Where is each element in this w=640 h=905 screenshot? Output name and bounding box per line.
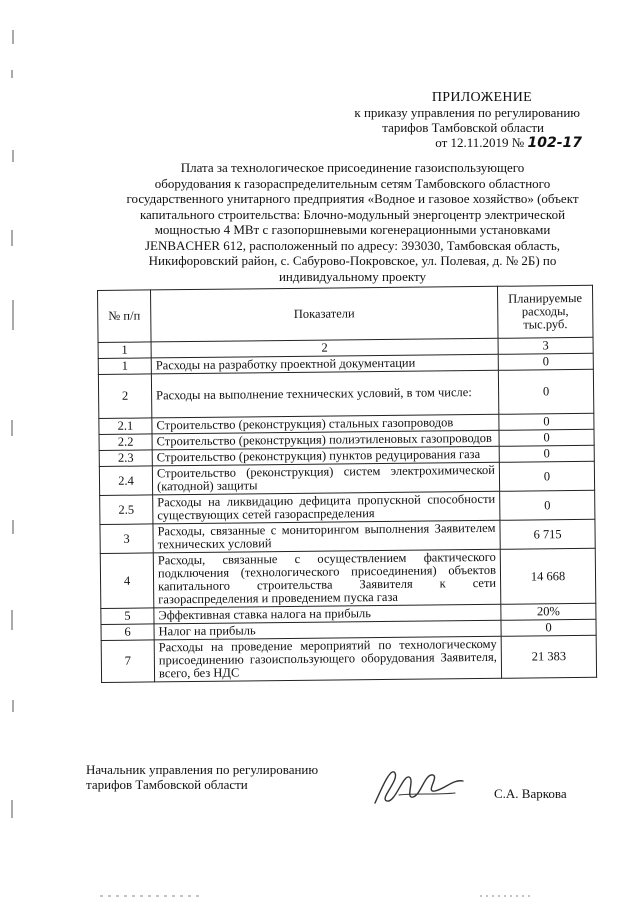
row-label: Строительство (реконструкция) пунктов редуцирования газа (152, 446, 499, 466)
appendix-title: ПРИЛОЖЕНИЕ (431, 90, 532, 105)
row-label: Расходы, связанные с мониторингом выполнения Заявителем технических условий (153, 520, 500, 553)
row-number: 2.3 (99, 450, 152, 467)
row-number: 5 (101, 608, 154, 625)
order-date-line (354, 135, 582, 151)
row-label: Строительство (реконструкция) стальных газопроводов (152, 414, 499, 434)
row-label: Эффективная ставка налога на прибыль (154, 604, 501, 624)
row-value: 14 668 (500, 548, 596, 604)
row-label: Расходы на разработку проектной документации (151, 354, 498, 374)
signer-name: С.А. Варкова (494, 786, 567, 801)
row-value: 0 (500, 490, 595, 520)
row-value: 0 (499, 429, 594, 446)
row-label: Расходы на ликвидацию дефицита пропускной способности существующих сетей газораспределения (153, 491, 500, 524)
row-value: 20% (501, 603, 596, 620)
row-label: Строительство (реконструкция) полиэтиленовых газопроводов (152, 430, 499, 450)
row-label: Строительство (реконструкция) систем электрохимической (катодной) защиты (152, 462, 499, 495)
position-title: Начальник управления по регулированию (86, 762, 319, 777)
row-label: Расходы, связанные с осуществлением фактического подключения (технологического присоединения) объектов капитального строительства Заявителя к сети газораспределения и проведением пуска газа (153, 549, 501, 608)
row-number: 6 (101, 624, 154, 641)
row-value: 0 (498, 369, 593, 414)
row-number: 2.2 (99, 434, 152, 451)
row-number: 7 (101, 640, 154, 683)
scan-edge-marks (6, 0, 20, 905)
row-number: 1 (98, 358, 151, 375)
row-label: Расходы на выполнение технических условий, в том числе: (151, 370, 498, 418)
authority-line: тарифов Тамбовской области (382, 120, 544, 135)
row-value: 0 (501, 619, 596, 636)
row-value: 6 715 (500, 519, 595, 549)
title-line: индивидуальному проекту (278, 268, 427, 284)
row-number: 2 (98, 374, 151, 419)
table-row (101, 635, 596, 682)
title-line: капитального строительства: Блочно-модульный энергоцентр электрической (139, 206, 566, 222)
header-indicators: Показатели (151, 286, 499, 342)
row-number: 2.4 (99, 466, 152, 496)
table-row (98, 369, 593, 418)
row-label: Налог на прибыль (154, 620, 501, 640)
table-row (100, 548, 596, 608)
title-line: JENBACHER 612, расположенный по адресу: 393030, Тамбовская область, (144, 237, 561, 253)
row-value: 0 (498, 353, 593, 370)
row-number: 2.1 (99, 418, 152, 435)
table-header-row (98, 285, 594, 342)
row-number: 2.5 (100, 495, 153, 525)
row-value: 0 (499, 445, 594, 462)
order-date: от 12.11.2019 № (435, 135, 525, 150)
order-number: 102-17 (527, 135, 582, 151)
row-label: Расходы на проведение мероприятий по технологическому присоединению газоиспользующего оборудования Заявителя, всего, без НДС (154, 636, 501, 682)
title-line: Плата за технологическое присоединение газоиспользующего (180, 160, 525, 175)
index-cell: 3 (498, 337, 593, 354)
title-line: Никифоровский район, с. Сабурово-Покровское, ул. Полевая, д. № 2Б) по (148, 253, 557, 268)
index-cell: 2 (151, 338, 498, 358)
row-value: 0 (499, 413, 594, 430)
title-line: государственного унитарного предприятия «Водное и газовое хозяйство» (объект (126, 191, 579, 206)
fee-table (97, 285, 597, 683)
handwritten-signature (365, 755, 475, 815)
position-title-line2: тарифов Тамбовской области (86, 777, 248, 792)
index-cell: 1 (98, 342, 151, 359)
scan-bottom-marks (60, 890, 620, 900)
document-header (354, 90, 582, 151)
row-value: 21 383 (501, 635, 596, 678)
row-value: 0 (499, 461, 594, 491)
header-expenses: Планируемые расходы, тыс.руб. (497, 285, 593, 338)
title-line: мощностью 4 МВт с газопоршневыми когенерационными установками (154, 222, 551, 237)
header-number: № п/п (98, 290, 152, 343)
row-number: 3 (100, 524, 153, 554)
document-title (115, 160, 590, 284)
signature-block (86, 762, 318, 792)
row-number: 4 (100, 553, 154, 609)
title-line: оборудования к газораспределительным сетям Тамбовского областного (154, 175, 551, 191)
order-reference-line: к приказу управления по регулированию (354, 105, 580, 120)
